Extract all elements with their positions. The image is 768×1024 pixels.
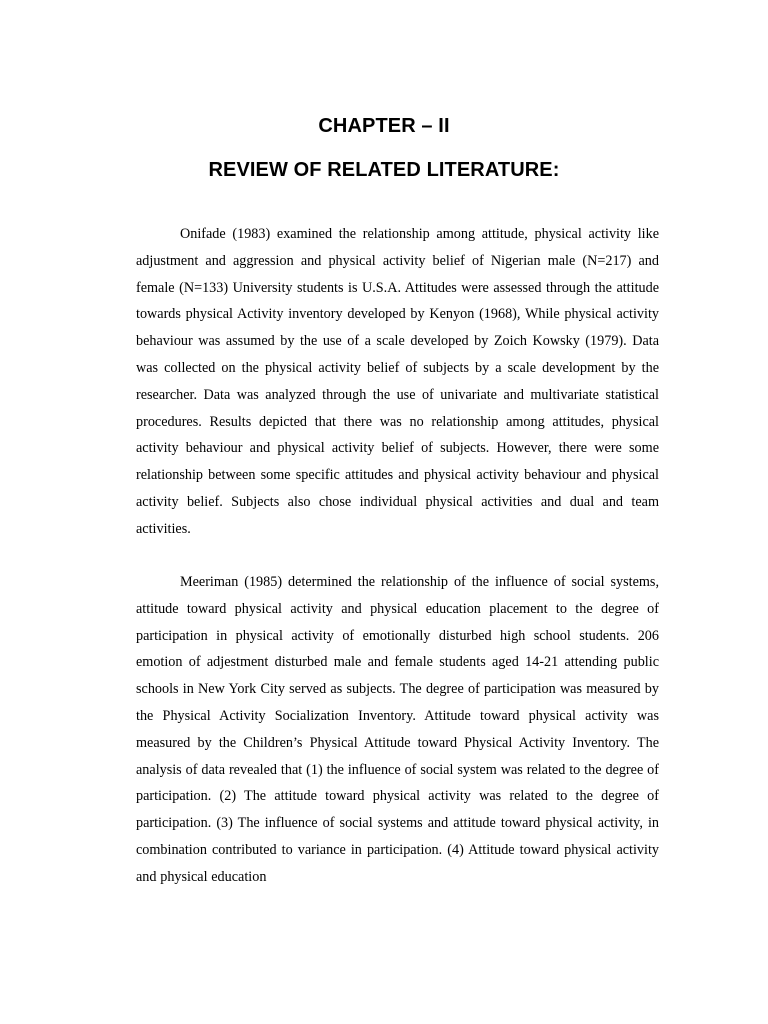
chapter-number-heading: CHAPTER – II [318, 115, 450, 137]
body-paragraph-meeriman: Meeriman (1985) determined the relationship of the influence of social systems, attitude toward physical activity and physical education placement to the degree of participation in physical activity of emotionally disturbed high school students. 206 emotion of adjestment disturbed male and female students aged 14-21 attending public schools in New York City served as subjects. The degree of participation was measured by the Physical Activity Socialization Inventory. Attitude toward physical activity was measured by the Children’s Physical Attitude toward Physical Activity Inventory. The analysis of data revealed that (1) the influence of social system was related to the degree of participation. (2) The attitude toward physical activity was related to the degree of participation. (3) The influence of social systems and attitude toward physical activity, in combination contributed to variance in participation. (4) Attitude toward physical activity and physical education [136, 574, 659, 885]
body-paragraph-onifade: Onifade (1983) examined the relationship among attitude, physical activity like adjustment and aggression and physical activity belief of Nigerian male (N=217) and female (N=133) University students is U.S.A. Attitudes were assessed through the attitude towards physical Activity inventory developed by Kenyon (1968), While physical activity behaviour was assumed by the use of a scale developed by Zoich Kowsky (1979). Data was collected on the physical activity belief of subjects by a scale development by the researcher. Data was analyzed through the use of univariate and multivariate statistical procedures. Results depicted that there was no relationship among attitudes, physical activity behaviour and physical activity belief of subjects. However, there were some relationship between some specific attitudes and physical activity behaviour and physical activity belief. Subjects also chose individual physical activities and dual and team activities. [136, 226, 659, 537]
chapter-title-heading: REVIEW OF RELATED LITERATURE: [208, 159, 560, 181]
